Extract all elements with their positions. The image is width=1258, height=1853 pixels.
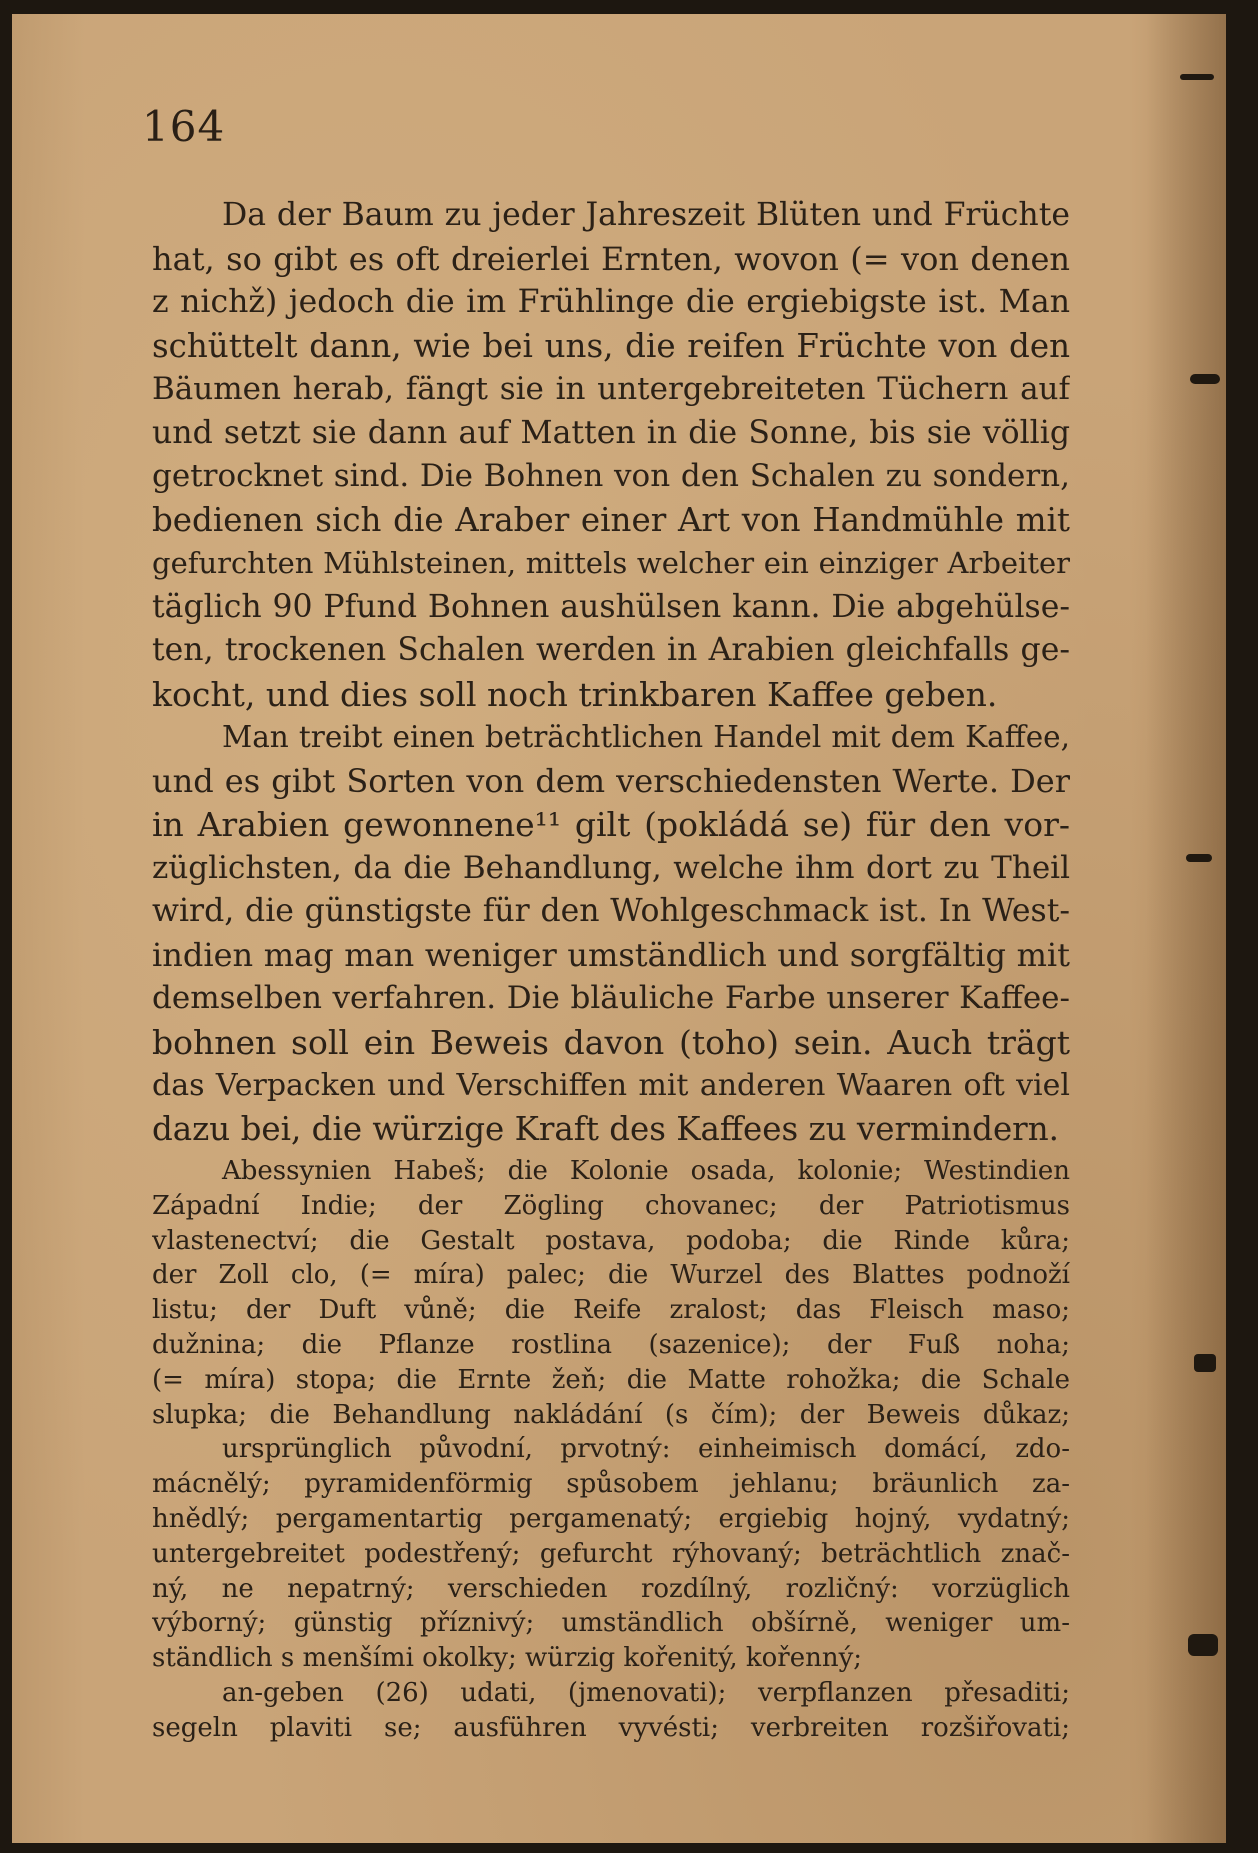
vocab-line: slupka; die Behandlung nakládání (s čím); der Beweis důkaz;: [152, 1399, 1070, 1430]
vocab-line: mácnělý; pyramidenförmig spůsobem jehlanu; bräunlich za-: [152, 1469, 1070, 1500]
book-page: [12, 14, 1226, 1843]
vocab-line: an-geben (26) udati, (jmenovati); verpflanzen přesaditi;: [222, 1677, 1070, 1708]
vocabulary-notes: [152, 1154, 1070, 1746]
main-text: [152, 194, 1070, 1151]
vocab-line: vlastenectví; die Gestalt postava, podoba; die Rinde kůra;: [152, 1225, 1070, 1256]
page-number: 164: [142, 102, 226, 151]
text-line: Man treibt einen beträchtlichen Handel mit dem Kaffee,: [222, 720, 1070, 754]
text-line: dazu bei, die würzige Kraft des Kaffees zu vermindern.: [152, 1109, 1059, 1148]
text-line: täglich 90 Pfund Bohnen aushülsen kann. Die abgehülse-: [152, 588, 1070, 625]
vocab-line: Západní Indie; der Zögling chovanec; der Patriotismus: [152, 1190, 1070, 1221]
vocab-line: (= míra) stopa; die Ernte žeň; die Matte rohožka; die Schale: [152, 1364, 1070, 1395]
vocab-line: Abessynien Habeš; die Kolonie osada, kolonie; Westindien: [222, 1156, 1070, 1186]
text-line: züglichsten, da die Behandlung, welche ihm dort zu Theil: [152, 849, 1070, 886]
text-line: z nichž) jedoch die im Frühlinge die ergiebigste ist. Man: [152, 284, 1070, 320]
margin-mark: [1188, 1634, 1218, 1656]
vocab-line: segeln plaviti se; ausführen vyvésti; verbreiten rozšiřovati;: [152, 1712, 1070, 1743]
vocab-line: ständlich s menšími okolky; würzig kořenitý, kořenný;: [152, 1643, 863, 1674]
text-line: das Verpacken und Verschiffen mit anderen Waaren oft viel: [152, 1068, 1070, 1103]
margin-mark: [1180, 74, 1214, 80]
text-line: ten, trockenen Schalen werden in Arabien gleichfalls ge-: [152, 632, 1070, 668]
text-line: in Arabien gewonnene¹¹ gilt (pokládá se) für den vor-: [152, 805, 1070, 844]
text-line: indien mag man weniger umständlich und sorgfältig mit: [152, 935, 1070, 974]
text-line: bohnen soll ein Beweis davon (toho) sein. Auch trägt: [152, 1022, 1070, 1062]
vocab-line: hnědlý; pergamentartig pergamenatý; ergiebig hojný, vydatný;: [152, 1503, 1070, 1534]
text-line: schüttelt dann, wie bei uns, die reifen Früchte von den: [152, 326, 1070, 365]
text-line: gefurchten Mühlsteinen, mittels welcher ein einziger Arbeiter: [152, 546, 1070, 580]
vocab-line: der Zoll clo, (= míra) palec; die Wurzel des Blattes podnoží: [152, 1260, 1070, 1291]
text-line: Bäumen herab, fängt sie in untergebreiteten Tüchern auf: [152, 371, 1070, 407]
text-line: Da der Baum zu jeder Jahreszeit Blüten und Früchte: [222, 197, 1070, 233]
vocab-line: ursprünglich původní, prvotný: einheimisch domácí, zdo-: [222, 1434, 1070, 1465]
vocab-line: listu; der Duft vůně; die Reife zralost; das Fleisch maso;: [152, 1295, 1070, 1326]
text-line: und setzt sie dann auf Matten in die Sonne, bis sie völlig: [152, 414, 1070, 451]
vocab-line: výborný; günstig příznivý; umständlich obšírně, weniger um-: [152, 1608, 1070, 1639]
text-line: demselben verfahren. Die bläuliche Farbe unserer Kaffee-: [152, 980, 1070, 1016]
text-line: kocht, und dies soll noch trinkbaren Kaffee geben.: [152, 674, 998, 714]
margin-mark: [1186, 854, 1212, 862]
vocab-line: dužnina; die Pflanze rostlina (sazenice); der Fuß noha;: [152, 1329, 1070, 1360]
text-line: wird, die günstigste für den Wohlgeschmack ist. In West-: [152, 893, 1070, 929]
text-line: bedienen sich die Araber einer Art von Handmühle mit: [152, 500, 1070, 539]
vocab-line: ný, ne nepatrný; verschieden rozdílný, rozličný: vorzüglich: [152, 1573, 1070, 1604]
page-edge-shadow: [1146, 14, 1226, 1843]
margin-mark: [1194, 1354, 1216, 1372]
text-line: hat, so gibt es oft dreierlei Ernten, wovon (= von denen: [152, 239, 1070, 278]
text-line: getrocknet sind. Die Bohnen von den Schalen zu sondern,: [152, 458, 1070, 494]
vocab-line: untergebreitet podestřený; gefurcht rýhovaný; beträchtlich znač-: [152, 1538, 1070, 1569]
text-line: und es gibt Sorten von dem verschiedensten Werte. Der: [152, 761, 1070, 800]
margin-mark: [1190, 374, 1220, 384]
